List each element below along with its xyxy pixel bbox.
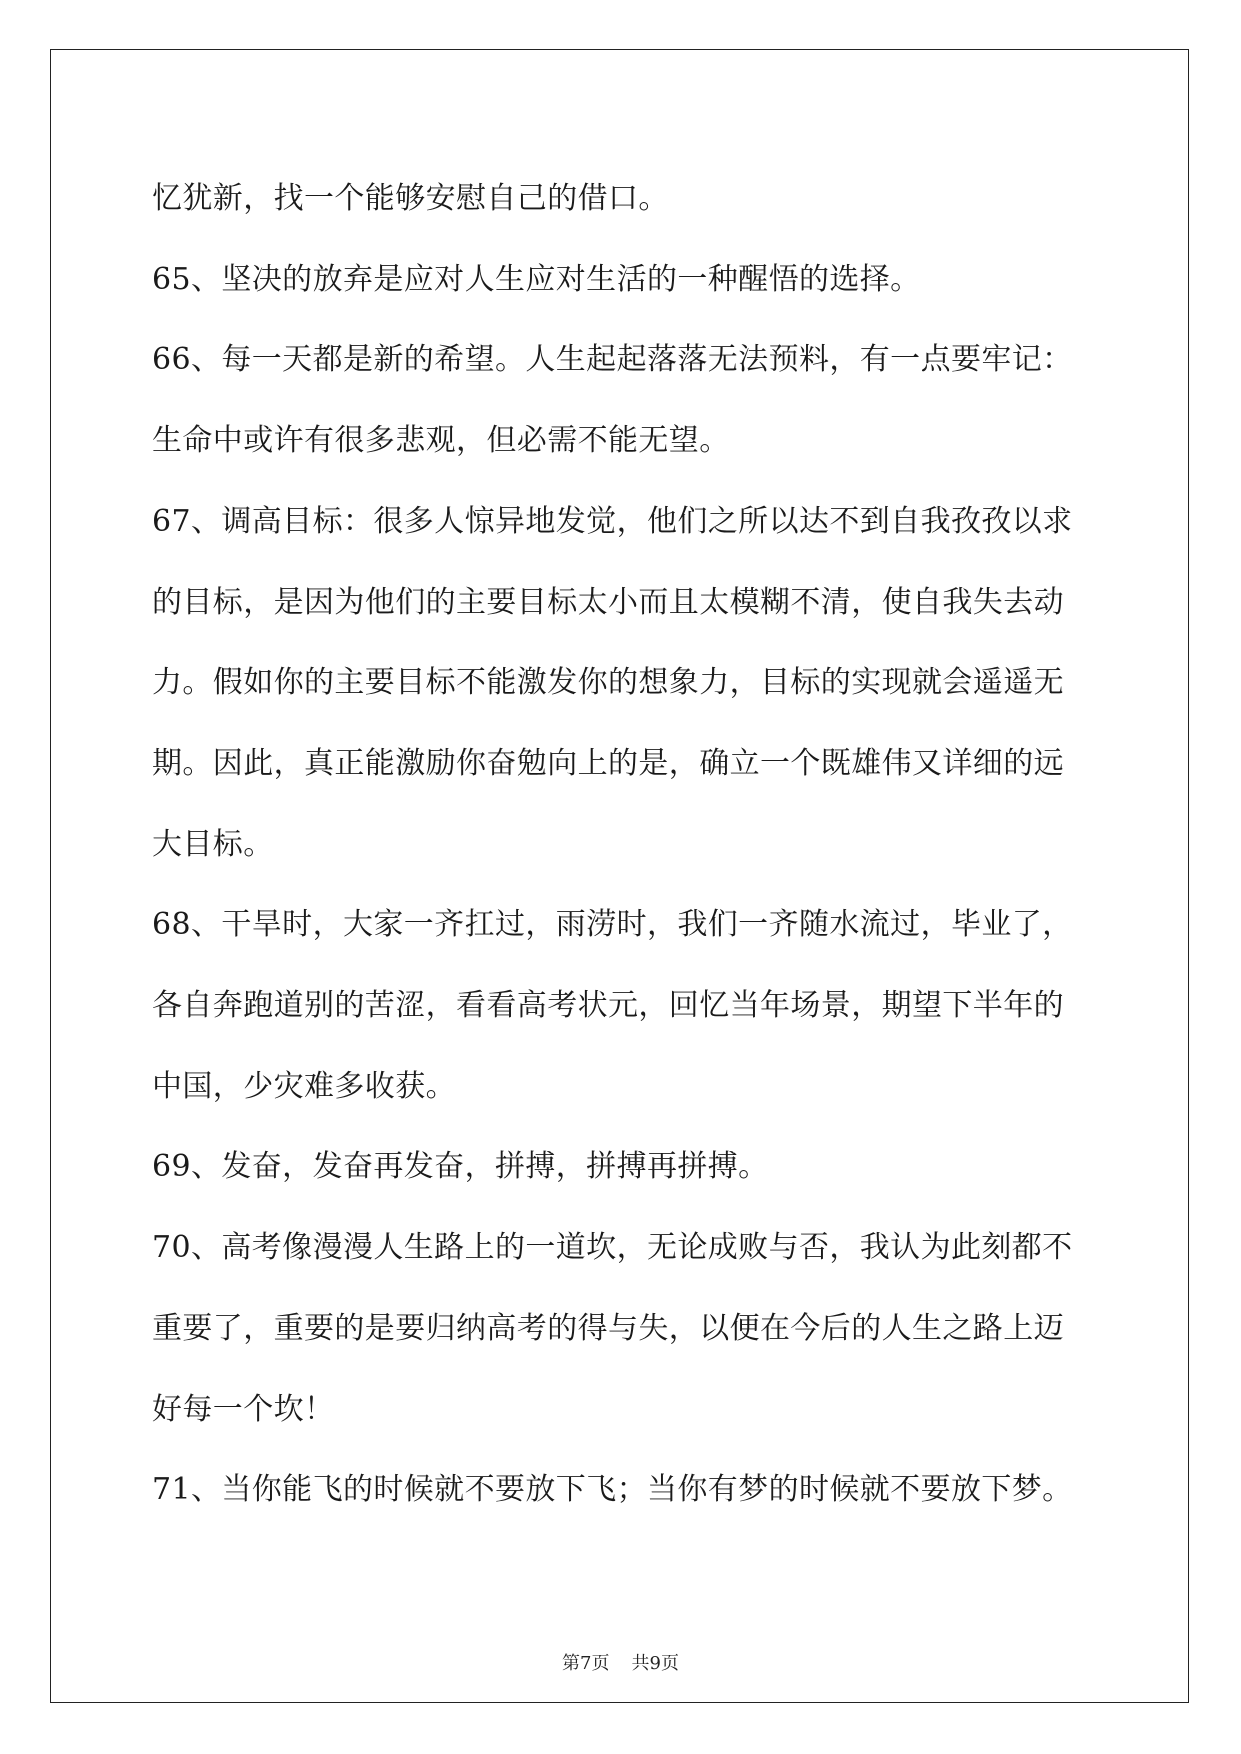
text-line: 中国，少灾难多收获。 (152, 1068, 456, 1104)
text-line: 大目标。 (152, 826, 274, 862)
text-line: 65、坚决的放弃是应对人生应对生活的一种醒悟的选择。 (152, 261, 921, 297)
text-line: 的目标，是因为他们的主要目标太小而且太模糊不清，使自我失去动 (152, 584, 1064, 620)
page-footer (0, 1652, 1241, 1676)
page-number: 第7页 (562, 1653, 610, 1674)
document-body (152, 159, 1092, 1531)
text-line: 71、当你能飞的时候就不要放下飞；当你有梦的时候就不要放下梦。 (152, 1472, 1073, 1508)
page-total: 共9页 (631, 1653, 679, 1674)
text-line: 68、干旱时，大家一齐扛过，雨涝时，我们一齐随水流过，毕业了， (152, 907, 1073, 943)
text-line: 生命中或许有很多悲观，但必需不能无望。 (152, 423, 730, 459)
text-line: 忆犹新，找一个能够安慰自己的借口。 (152, 181, 669, 216)
text-line: 重要了，重要的是要归纳高考的得与失，以便在今后的人生之路上迈 (152, 1310, 1064, 1346)
text-line: 期。因此，真正能激励你奋勉向上的是，确立一个既雄伟又详细的远 (152, 745, 1064, 781)
text-line: 66、每一天都是新的希望。人生起起落落无法预料，有一点要牢记： (152, 342, 1073, 378)
text-line: 69、发奋，发奋再发奋，拼搏，拼搏再拼搏。 (152, 1149, 769, 1185)
text-line: 67、调高目标：很多人惊异地发觉，他们之所以达不到自我孜孜以求 (152, 503, 1073, 539)
text-line: 各自奔跑道别的苦涩，看看高考状元，回忆当年场景，期望下半年的 (152, 988, 1064, 1024)
text-line: 好每一个坎！ (152, 1391, 335, 1427)
text-line: 力。假如你的主要目标不能激发你的想象力，目标的实现就会遥遥无 (152, 665, 1064, 701)
text-line: 70、高考像漫漫人生路上的一道坎，无论成败与否，我认为此刻都不 (152, 1230, 1073, 1266)
